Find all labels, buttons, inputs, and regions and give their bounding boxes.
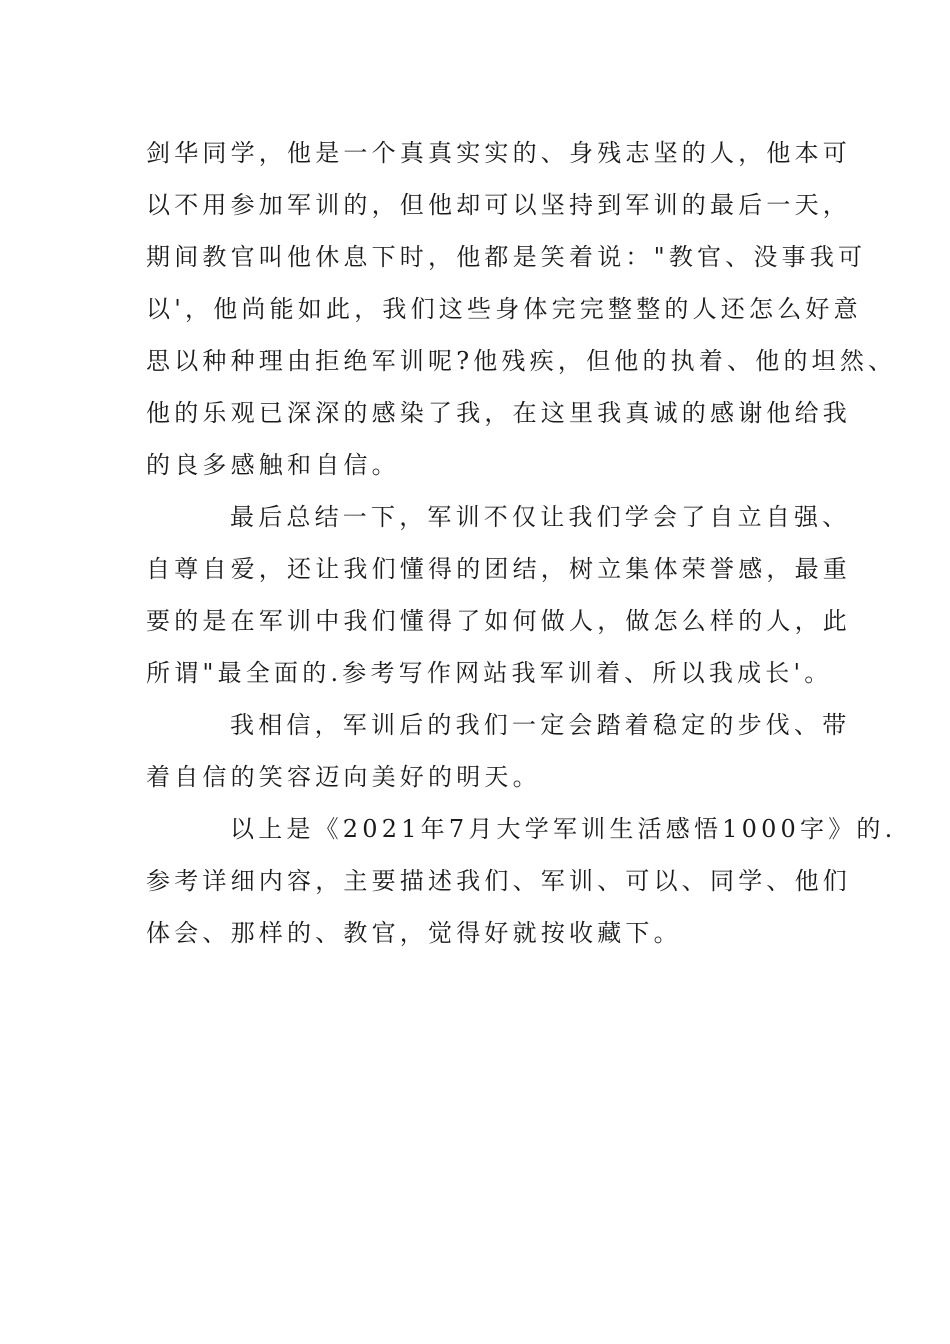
paragraph-3 (146, 699, 851, 803)
text-line: 剑华同学，他是一个真真实实的、身残志坚的人，他本可 (146, 139, 851, 167)
text-line: 着自信的笑容迈向美好的明天。 (146, 763, 541, 791)
text-line: 以不用参加军训的，但他却可以坚持到军训的最后一天， (146, 191, 851, 219)
text-line: 所谓"最全面的.参考写作网站我军训着、所以我成长'。 (146, 659, 833, 687)
text-line: 的良多感触和自信。 (146, 451, 400, 479)
text-line: 参考详细内容，主要描述我们、军训、可以、同学、他们 (146, 867, 851, 895)
text-line: 以'，他尚能如此，我们这些身体完完整整的人还怎么好意 (146, 295, 862, 323)
document-body (146, 127, 897, 959)
text-line: 最后总结一下，军训不仅让我们学会了自立自强、 (230, 503, 851, 531)
text-line: 自尊自爱，还让我们懂得的团结，树立集体荣誉感，最重 (146, 555, 851, 583)
text-line: 体会、那样的、教官，觉得好就按收藏下。 (146, 919, 682, 947)
text-line: 期间教官叫他休息下时，他都是笑着说："教官、没事我可 (146, 243, 867, 271)
paragraph-4 (146, 803, 897, 959)
text-line: 思以种种理由拒绝军训呢?他残疾，但他的执着、他的坦然、 (146, 347, 897, 375)
paragraph-1 (146, 127, 897, 491)
text-line: 以上是《2021年7月大学军训生活感悟1000字》的. (230, 815, 897, 843)
text-line: 要的是在军训中我们懂得了如何做人，做怎么样的人，此 (146, 607, 851, 635)
text-line: 他的乐观已深深的感染了我，在这里我真诚的感谢他给我 (146, 399, 851, 427)
text-line: 我相信，军训后的我们一定会踏着稳定的步伐、带 (230, 711, 851, 739)
paragraph-2 (146, 491, 851, 699)
